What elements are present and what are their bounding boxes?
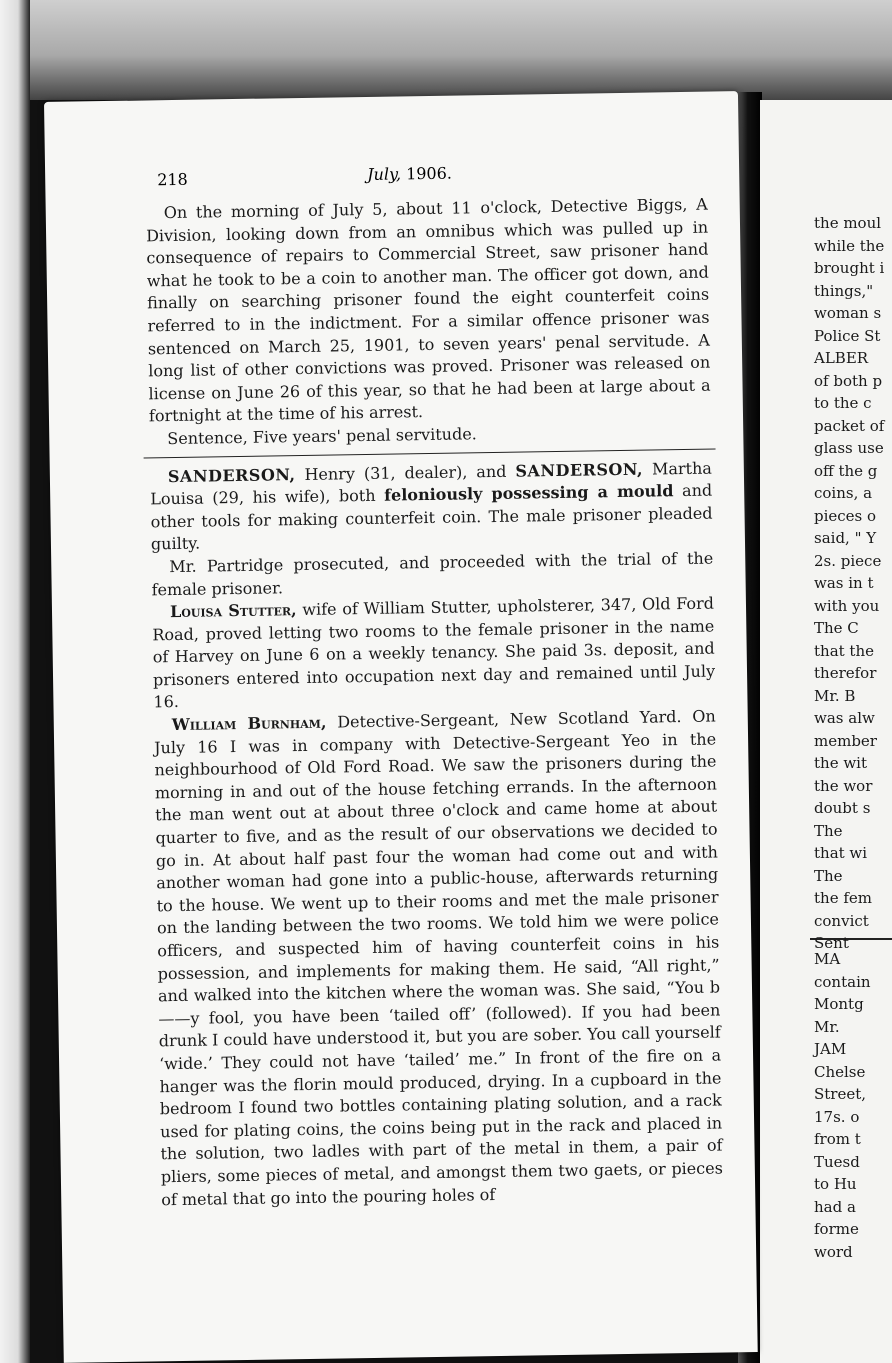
facing-page-line: Mr. bbox=[814, 1017, 840, 1036]
facing-page-line: from t bbox=[814, 1130, 861, 1148]
scan-background-left bbox=[0, 0, 30, 1363]
facing-page-line: Street, bbox=[814, 1085, 867, 1103]
facing-page-line: MA bbox=[814, 950, 841, 968]
heading-text-3: and other tools for making counterfeit coin. The male prisoner pleaded guilty. bbox=[150, 480, 713, 554]
page-number: 218 bbox=[157, 169, 188, 190]
defendant-name-1: SANDERSON, bbox=[167, 464, 296, 486]
heading-text-1: Henry (31, dealer), and bbox=[295, 461, 516, 484]
facing-page-line: The bbox=[814, 866, 843, 885]
facing-page-line: was in t bbox=[814, 574, 874, 592]
facing-page-line: the wit bbox=[814, 754, 867, 772]
facing-page-line: The C bbox=[814, 619, 859, 637]
facing-page-line: word bbox=[814, 1242, 853, 1261]
facing-page-line: ALBER bbox=[814, 349, 869, 367]
sentence-line: Sentence, Five years' penal servitude. bbox=[167, 424, 477, 449]
facing-page-line: woman s bbox=[814, 304, 882, 322]
facing-page-fragment bbox=[760, 100, 892, 1363]
facing-page-line: the fem bbox=[814, 889, 872, 907]
defendant-name-2: SANDERSON, bbox=[515, 459, 644, 481]
facing-page-line: of both p bbox=[814, 371, 883, 390]
facing-page-line: convict bbox=[814, 911, 869, 930]
facing-page-line: Montg bbox=[814, 995, 864, 1013]
page-body bbox=[146, 194, 724, 1212]
facing-page-line: doubt s bbox=[814, 799, 871, 817]
book-page bbox=[44, 91, 758, 1363]
facing-page-line: while the bbox=[814, 236, 885, 255]
paragraph-sanderson-heading bbox=[150, 457, 713, 556]
facing-page-line: said, " Y bbox=[814, 529, 877, 547]
facing-page-line: Chelse bbox=[814, 1062, 866, 1081]
facing-page-line: brought i bbox=[814, 259, 885, 277]
facing-page-line: coins, a bbox=[814, 484, 873, 502]
facing-page-line: to Hu bbox=[814, 1175, 857, 1193]
charge-text: feloniously possessing a mould bbox=[384, 481, 674, 505]
facing-page-line: packet of bbox=[814, 416, 885, 435]
heading-text-2: Martha Louisa (29, his wife), both bbox=[150, 458, 712, 509]
running-head-year: 1906. bbox=[405, 163, 453, 184]
facing-page-line: Sent bbox=[814, 934, 849, 952]
page-header bbox=[157, 159, 717, 192]
facing-page-line: contain bbox=[814, 972, 871, 991]
facing-page-line: things," bbox=[814, 281, 874, 300]
facing-page-line: pieces o bbox=[814, 506, 877, 525]
witness-text-burnham: Detective-Sergeant, New Scotland Yard. On July 16 I was in company with Detective-Sergeant Yeo in the neighbourhood of Old Ford Road. We saw the prisoners during the morning in and out of the house fetching errands. In the afternoon the man went out at about three o'clock and came home at about quarter to five, and as the result of our observations we decided to go in. At about half past four the woman had come out and with another woman had gone into a public-house, afterwards returning to the house. We went up to their rooms and met the male prisoner on the landing between the two rooms. We told him we were police officers, and suspected him of having counterfeit coins in his possession, and implements for making them. He said, “All right,” and walked into the kitchen where the woman was. She said, “You b——y fool, you have been ‘tailed off’ (followed). If you had been drunk I could have understood it, but you are sober. You call yourself ‘wide.’ They could not have ‘tailed’ me.” In front of the fire on a hanger was the florin mould produced, drying. In a cupboard in the bedroom I found two bottles containing plating solution, and a rack used for plating coins, the coins being put in the rack and placed in the solution, two ladles with part of the metal in them, a pair of pliers, some pieces of metal, and amongst them two gaets, or pieces of metal that go into the pouring holes of bbox=[154, 706, 723, 1209]
facing-page-line: member bbox=[814, 731, 877, 750]
paragraph-biggs: On the morning of July 5, about 11 o'clock, Detective Biggs, A Division, looking down from an omnibus which was pulled up in consequence of repairs to Commercial Street, saw prisoner hand what he took to be a coin to another man. The officer got down, and finally on searching prisoner found the eight counterfeit coins referred to in the indictment. For a similar offence prisoner was sentenced on March 25, 1901, to seven years' penal servitude. A long list of other convictions was proved. Prisoner was released on license on June 26 of this year, so that he had been at large about a fortnight at the time of his arrest. bbox=[145, 194, 711, 426]
facing-page-line: 17s. o bbox=[814, 1107, 860, 1126]
facing-page-line: forme bbox=[814, 1220, 859, 1238]
facing-page-line: had a bbox=[814, 1197, 856, 1216]
paragraph-prosecution: Mr. Partridge prosecuted, and proceeded with the trial of the female prisoner. bbox=[151, 548, 714, 599]
facing-page-line: The bbox=[814, 821, 843, 840]
witness-text-stutter: wife of William Stutter, upholsterer, 347, Old Ford Road, proved letting two rooms to the female prisoner in the name of Harvey on June 6 on a weekly tenancy. She paid 3s. deposit, and prisoners entered into occupation next day and remained until July 16. bbox=[152, 593, 716, 712]
facing-page-line: the moul bbox=[814, 214, 882, 232]
running-head bbox=[367, 164, 452, 184]
witness-name-burnham: William Burnham, bbox=[171, 712, 327, 735]
facing-page-line: Mr. B bbox=[814, 686, 856, 705]
facing-page-line: that wi bbox=[814, 844, 868, 862]
facing-page-line: that the bbox=[814, 641, 874, 660]
facing-page-line: with you bbox=[814, 596, 880, 615]
facing-page-line: 2s. piece bbox=[814, 551, 882, 570]
facing-page-line: was alw bbox=[814, 709, 875, 727]
paragraph-stutter bbox=[152, 593, 716, 715]
facing-page-line: therefor bbox=[814, 664, 877, 682]
scan-background-top bbox=[0, 0, 892, 100]
facing-page-line: glass use bbox=[814, 439, 884, 457]
facing-page-line: Police St bbox=[814, 326, 881, 345]
facing-page-line: JAM bbox=[814, 1040, 847, 1058]
facing-page-line: off the g bbox=[814, 461, 878, 480]
paragraph-burnham bbox=[154, 706, 724, 1212]
running-head-month: July, bbox=[367, 164, 402, 184]
witness-name-stutter: Louisa Stutter, bbox=[169, 600, 297, 622]
facing-page-line: to the c bbox=[814, 394, 872, 412]
facing-page-line: the wor bbox=[814, 776, 873, 795]
facing-page-line: Tuesd bbox=[814, 1152, 860, 1171]
